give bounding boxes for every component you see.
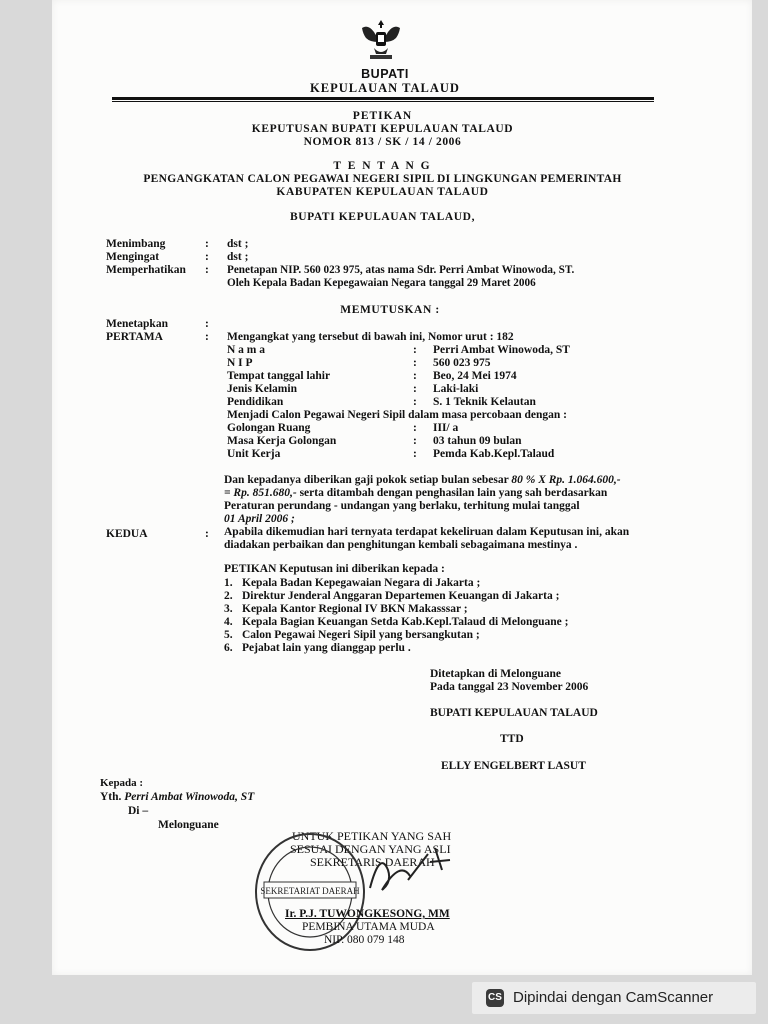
colon: : <box>413 422 417 434</box>
value-memperhatikan: Penetapan NIP. 560 023 975, atas nama Sdr. Perri Ambat Winowoda, ST. <box>227 264 575 276</box>
cert-nip: NIP. 080 079 148 <box>324 934 405 946</box>
recipient-to: Kepada : <box>100 777 144 789</box>
kedua-text-2: diadakan perbaikan dan penghitungan kembali sebagaimana mestinya . <box>224 539 578 551</box>
label-mengingat: Mengingat <box>106 251 160 263</box>
label-memperhatikan: Memperhatikan <box>106 264 186 276</box>
field-value: Laki-laki <box>433 383 479 395</box>
value-memperhatikan-2: Oleh Kepala Badan Kepegawaian Negara tanggal 29 Maret 2006 <box>227 277 536 289</box>
garuda-emblem-icon <box>358 18 404 62</box>
list-text: Kepala Badan Kepegawaian Negara di Jakarta ; <box>242 577 481 589</box>
recipient-di: Di – <box>128 805 149 817</box>
value-mengingat: dst ; <box>227 251 249 263</box>
list-item <box>224 603 468 615</box>
list-number: 3. <box>224 603 233 615</box>
label-pertama: PERTAMA <box>106 331 163 343</box>
list-item <box>224 642 411 654</box>
colon: : <box>205 251 209 263</box>
watermark-text: Dipindai dengan CamScanner <box>513 989 714 1006</box>
field-name: Tempat tanggal lahir <box>227 370 331 382</box>
decree-number: NOMOR 813 / SK / 14 / 2006 <box>303 136 462 148</box>
signer-name: ELLY ENGELBERT LASUT <box>441 760 586 772</box>
colon: : <box>205 331 209 343</box>
field-name: Masa Kerja Golongan <box>227 435 337 447</box>
colon: : <box>413 448 417 460</box>
stamp-text: SEKRETARIAT DAERAH <box>260 886 360 896</box>
cert-line-2: SESUAI DENGAN YANG ASLI <box>290 842 451 856</box>
field-value: 03 tahun 09 bulan <box>433 435 522 447</box>
probation-text: Menjadi Calon Pegawai Negeri Sipil dalam masa percobaan dengan : <box>227 409 568 421</box>
colon: : <box>205 528 209 540</box>
field-name: Pendidikan <box>227 396 284 408</box>
list-number: 4. <box>224 616 233 628</box>
salary-net: = Rp. 851.680,- <box>224 487 297 499</box>
recipient-name: Perri Ambat Winowoda, ST <box>124 791 255 803</box>
value-menimbang: dst ; <box>227 238 249 250</box>
signed-date: Pada tanggal 23 November 2006 <box>430 681 589 693</box>
field-name: N I P <box>227 357 253 369</box>
subject-line-2: KABUPATEN KEPULAUAN TALAUD <box>276 186 489 198</box>
colon: : <box>205 264 209 276</box>
cert-line-1: UNTUK PETIKAN YANG SAH <box>292 829 452 843</box>
org-subtitle: KEPULAUAN TALAUD <box>310 81 460 95</box>
list-number: 2. <box>224 590 233 602</box>
list-item <box>224 629 480 641</box>
label-kedua: KEDUA <box>106 528 148 540</box>
colon: : <box>413 344 417 356</box>
list-text: Direktur Jenderal Anggaran Departemen Keuangan di Jakarta ; <box>242 590 560 602</box>
camscanner-watermark <box>472 982 756 1014</box>
list-item <box>224 616 568 628</box>
kedua-text-1: Apabila dikemudian hari ternyata terdapat kekeliruan dalam Keputusan ini, akan <box>224 526 630 538</box>
handwritten-signature-icon <box>330 840 470 900</box>
label-menetapkan: Menetapkan <box>106 318 168 330</box>
subject-line-1: PENGANGKATAN CALON PEGAWAI NEGERI SIPIL DI LINGKUNGAN PEMERINTAH <box>143 173 622 185</box>
field-value: Pemda Kab.Kepl.Talaud <box>433 448 555 460</box>
colon: : <box>413 396 417 408</box>
distribution-intro: PETIKAN Keputusan ini diberikan kepada : <box>224 563 445 575</box>
salary-amount: 80 % X Rp. 1.064.600,- <box>511 474 621 486</box>
decree-title: KEPUTUSAN BUPATI KEPULAUAN TALAUD <box>251 123 514 135</box>
list-text: Pejabat lain yang dianggap perlu . <box>242 642 411 654</box>
field-name: N a m a <box>227 344 266 356</box>
doc-type: PETIKAN <box>352 110 413 122</box>
field-name: Jenis Kelamin <box>227 383 297 395</box>
ttd-mark: TTD <box>500 733 524 745</box>
signer-office: BUPATI KEPULAUAN TALAUD <box>430 707 598 719</box>
salary-text: Dan kepadanya diberikan gaji pokok setiap bulan sebesar <box>224 474 509 486</box>
colon: : <box>413 370 417 382</box>
list-text: Kepala Bagian Keuangan Setda Kab.Kepl.Talaud di Melonguane ; <box>242 616 569 628</box>
header-rule-thin <box>112 101 654 102</box>
list-number: 1. <box>224 577 233 589</box>
cert-line-3: SEKRETARIS DAERAH <box>310 855 435 869</box>
colon: : <box>413 383 417 395</box>
camscanner-logo-icon: CS <box>486 989 504 1007</box>
list-number: 5. <box>224 629 233 641</box>
about-heading: T E N T A N G <box>333 160 432 172</box>
field-value: III/ a <box>433 422 459 434</box>
list-number: 6. <box>224 642 233 654</box>
colon: : <box>205 238 209 250</box>
list-text: Kepala Kantor Regional IV BKN Makasssar ; <box>242 603 468 615</box>
header-rule <box>112 97 654 100</box>
salary-start-date: 01 April 2006 ; <box>224 513 295 525</box>
field-value: Beo, 24 Mei 1974 <box>433 370 517 382</box>
signed-place: Ditetapkan di Melonguane <box>430 668 561 680</box>
salary-line-3: Peraturan perundang - undangan yang berlaku, terhitung mulai tanggal <box>224 500 580 512</box>
salary-text-2: serta ditambah dengan penghasilan lain yang sah berdasarkan <box>299 487 608 499</box>
list-item <box>224 590 559 602</box>
pertama-intro: Mengangkat yang tersebut di bawah ini, Nomor urut : 182 <box>227 331 514 343</box>
cert-name: Ir. P.J. TUWONGKESONG, MM <box>285 908 450 920</box>
colon: : <box>413 435 417 447</box>
recipient-place: Melonguane <box>158 819 219 831</box>
colon: : <box>205 318 209 330</box>
org-title: BUPATI <box>361 67 409 81</box>
label-menimbang: Menimbang <box>106 238 166 250</box>
decides-heading: MEMUTUSKAN : <box>340 304 440 316</box>
authority-heading: BUPATI KEPULAUAN TALAUD, <box>289 211 476 223</box>
field-value: 560 023 975 <box>433 357 491 369</box>
colon: : <box>413 357 417 369</box>
recipient-yth: Yth. <box>100 791 122 803</box>
salary-line-1 <box>224 474 621 487</box>
cert-rank: PEMBINA UTAMA MUDA <box>302 921 435 933</box>
field-value: S. 1 Teknik Kelautan <box>433 396 536 408</box>
list-text: Calon Pegawai Negeri Sipil yang bersangkutan ; <box>242 629 480 641</box>
field-value: Perri Ambat Winowoda, ST <box>433 344 570 356</box>
recipient-line <box>100 791 254 804</box>
field-name: Unit Kerja <box>227 448 281 460</box>
salary-line-2 <box>224 487 607 500</box>
list-item <box>224 577 480 589</box>
field-name: Golongan Ruang <box>227 422 311 434</box>
